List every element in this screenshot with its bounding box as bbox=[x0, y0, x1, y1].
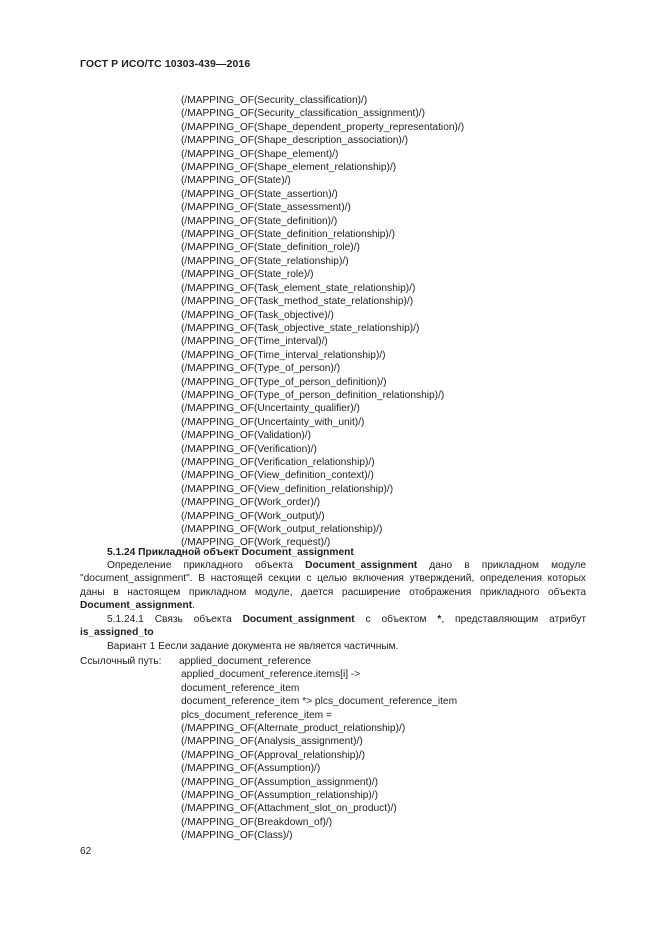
reference-path-line: (/MAPPING_OF(Assumption_assignment)/) bbox=[181, 776, 379, 788]
mapping-line: (/MAPPING_OF(Work_output)/) bbox=[181, 510, 325, 522]
mapping-line: (/MAPPING_OF(State_relationship)/) bbox=[181, 255, 349, 267]
mapping-line: (/MAPPING_OF(Type_of_person_definition)/) bbox=[181, 376, 387, 388]
mapping-line: (/MAPPING_OF(View_definition_relationship)/) bbox=[181, 483, 394, 495]
reference-path-line: plcs_document_reference_item = bbox=[181, 709, 332, 721]
p2-attribute: is_assigned_to bbox=[80, 627, 154, 639]
reference-path-line: applied_document_reference.items[i] -> bbox=[181, 669, 361, 681]
document-header: ГОСТ Р ИСО/ТС 10303-439—2016 bbox=[80, 58, 251, 70]
mapping-line: (/MAPPING_OF(Task_method_state_relationship)/) bbox=[181, 296, 414, 308]
reference-path-line: (/MAPPING_OF(Class)/) bbox=[181, 830, 293, 842]
mapping-line: (/MAPPING_OF(Task_objective)/) bbox=[181, 309, 334, 321]
variant-paragraph: Вариант 1 Еесли задание документа не является частичным. bbox=[107, 641, 399, 652]
mapping-line: (/MAPPING_OF(Work_output_relationship)/) bbox=[181, 524, 383, 535]
p1-text-a: Определение прикладного объекта bbox=[107, 560, 306, 571]
mapping-list bbox=[181, 94, 464, 550]
relationship-paragraph bbox=[80, 613, 586, 640]
reference-path-line: (/MAPPING_OF(Approval_relationship)/) bbox=[181, 749, 366, 761]
mapping-line: (/MAPPING_OF(Time_interval_relationship)/) bbox=[181, 349, 386, 361]
p1-text-e: . bbox=[192, 600, 195, 612]
entity-name-2: Document_assignment bbox=[80, 600, 193, 612]
mapping-line: (/MAPPING_OF(Work_request)/) bbox=[181, 537, 331, 549]
p1-text-c: дано в прикладном модуле "document_assignment". В настоящей секции с целью включения утверждений, определения которых даны в настоящем прикладном модуле, дается расширение отображения прикладного объекта bbox=[80, 560, 586, 598]
reference-path-line: document_reference_item bbox=[181, 682, 300, 694]
mapping-line: (/MAPPING_OF(Verification_relationship)/) bbox=[181, 456, 375, 468]
mapping-line: (/MAPPING_OF(State_definition)/) bbox=[181, 215, 338, 227]
mapping-line: (/MAPPING_OF(Validation)/) bbox=[181, 430, 312, 442]
mapping-line: (/MAPPING_OF(State_definition_role)/) bbox=[181, 242, 360, 254]
reference-path-line: (/MAPPING_OF(Breakdown_of)/) bbox=[181, 816, 333, 828]
p2-star: * bbox=[437, 614, 442, 625]
mapping-line: (/MAPPING_OF(Work_order)/) bbox=[181, 497, 321, 509]
mapping-line: (/MAPPING_OF(Verification)/) bbox=[181, 443, 317, 455]
definition-paragraph bbox=[80, 559, 586, 613]
entity-name: Document_assignment bbox=[305, 560, 418, 571]
mapping-line: (/MAPPING_OF(Type_of_person_definition_relationship)/) bbox=[181, 389, 445, 401]
reference-path-line: applied_document_reference bbox=[179, 656, 311, 667]
p2-text-c: с объектом bbox=[354, 614, 438, 625]
mapping-line: (/MAPPING_OF(Task_objective_state_relationship)/) bbox=[181, 322, 420, 334]
reference-path-line: (/MAPPING_OF(Alternate_product_relationship)/) bbox=[181, 723, 406, 735]
mapping-line: (/MAPPING_OF(Uncertainty_with_unit)/) bbox=[181, 416, 365, 428]
p2-entity: Document_assignment bbox=[242, 614, 355, 625]
reference-path-line: (/MAPPING_OF(Assumption_relationship)/) bbox=[181, 790, 379, 802]
mapping-line: (/MAPPING_OF(State_assessment)/) bbox=[181, 202, 351, 214]
mapping-line: (/MAPPING_OF(State_role)/) bbox=[181, 269, 314, 281]
mapping-line: (/MAPPING_OF(Shape_element_relationship)/) bbox=[181, 162, 397, 174]
mapping-line: (/MAPPING_OF(Shape_dependent_property_representation)/) bbox=[181, 121, 465, 133]
reference-path-label: Ссылочный путь: bbox=[80, 656, 162, 667]
mapping-line: (/MAPPING_OF(State_assertion)/) bbox=[181, 188, 338, 200]
mapping-line: (/MAPPING_OF(Security_classification_assignment)/) bbox=[181, 108, 426, 120]
mapping-line: (/MAPPING_OF(Uncertainty_qualifier)/) bbox=[181, 403, 360, 415]
reference-path-line: (/MAPPING_OF(Analysis_assignment)/) bbox=[181, 736, 363, 748]
mapping-line: (/MAPPING_OF(Shape_description_association)/) bbox=[181, 135, 409, 147]
p2-text-e: , представляющим атрибут bbox=[441, 614, 586, 625]
mapping-line: (/MAPPING_OF(Type_of_person)/) bbox=[181, 363, 341, 375]
mapping-line: (/MAPPING_OF(State)/) bbox=[181, 175, 291, 187]
mapping-line: (/MAPPING_OF(State_definition_relationship)/) bbox=[181, 229, 396, 241]
page-number: 62 bbox=[80, 846, 92, 857]
mapping-line: (/MAPPING_OF(Security_classification)/) bbox=[181, 95, 368, 106]
mapping-line: (/MAPPING_OF(Task_element_state_relationship)/) bbox=[181, 282, 416, 294]
reference-path-line: (/MAPPING_OF(Assumption)/) bbox=[181, 763, 321, 775]
reference-path-list bbox=[181, 655, 457, 843]
mapping-line: (/MAPPING_OF(Time_interval)/) bbox=[181, 336, 328, 348]
mapping-line: (/MAPPING_OF(Shape_element)/) bbox=[181, 148, 339, 160]
reference-path-line: document_reference_item *> plcs_document_reference_item bbox=[181, 696, 458, 708]
section-heading: 5.1.24 Прикладной объект Document_assignment bbox=[107, 547, 354, 558]
reference-path-line: (/MAPPING_OF(Attachment_slot_on_product)/) bbox=[181, 803, 397, 815]
mapping-line: (/MAPPING_OF(View_definition_context)/) bbox=[181, 470, 374, 482]
p2-text-a: 5.1.24.1 Связь объекта bbox=[107, 614, 243, 625]
